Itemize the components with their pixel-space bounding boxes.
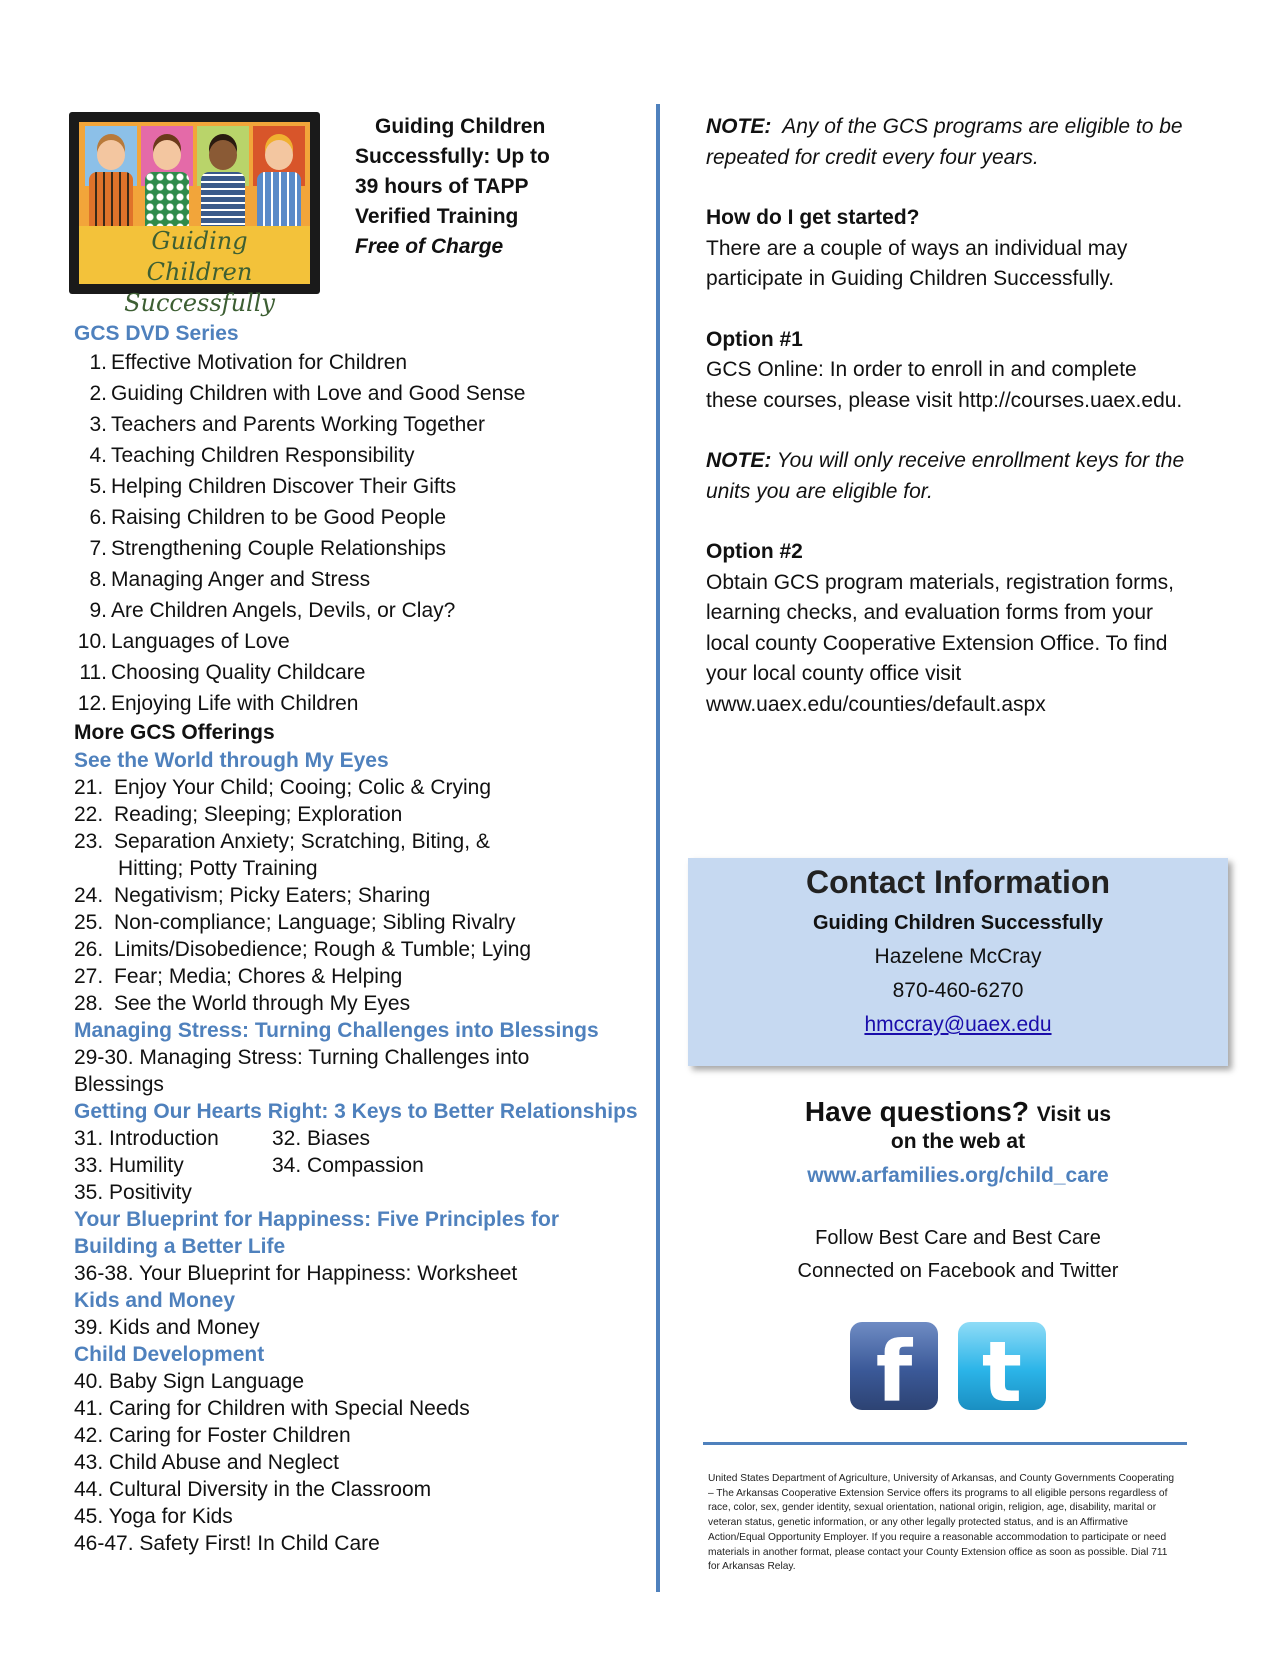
list-item: 27. Fear; Media; Chores & Helping	[74, 965, 403, 988]
dvd-item: 7. Strengthening Couple Relationships	[89, 537, 447, 560]
world-heading: See the World through My Eyes	[74, 749, 389, 772]
hearts-list	[74, 1125, 654, 1206]
dvd-item: 6. Raising Children to be Good People	[89, 506, 447, 529]
legal-disclaimer: United States Department of Agriculture, University of Arkansas, and County Governments Cooperating – The Arkansas Cooperative Extension Service offers its programs to all eligible persons regardless of race, color, sex, gender identity, sexual orientation, national origin, religion, age, disability, marital or veteran status, genetic information, or any other legally protected status, and is an Affirmative Action/Equal Opportunity Employer. If you require a reasonable accommodation to participate or need materials in another format, please contact your County Extension office as soon as possible. Dial 711 for Arkansas Relay.	[708, 1473, 1175, 1573]
contact-heading: Contact Information	[806, 864, 1110, 900]
list-item: 42. Caring for Foster Children	[74, 1424, 351, 1447]
dvd-series-list	[74, 347, 654, 719]
note-repeat: NOTE: Any of the GCS programs are eligible to be repeated for credit every four years.	[706, 115, 1183, 169]
list-item: 29-30. Managing Stress: Turning Challenges into	[74, 1046, 530, 1069]
child-development-list	[74, 1368, 654, 1557]
get-started-heading: How do I get started?	[706, 206, 920, 229]
left-column	[74, 320, 654, 1557]
list-item: Blessings	[74, 1073, 164, 1096]
child-development-heading: Child Development	[74, 1343, 265, 1366]
world-list	[74, 774, 654, 1017]
dvd-item: 8. Managing Anger and Stress	[89, 568, 371, 591]
list-item: 28. See the World through My Eyes	[74, 992, 411, 1015]
dvd-item: 1. Effective Motivation for Children	[89, 351, 408, 374]
child-figure-1	[85, 126, 137, 236]
list-item: 34. Compassion	[272, 1154, 424, 1177]
list-item: 44. Cultural Diversity in the Classroom	[74, 1478, 432, 1501]
contact-org: Guiding Children Successfully	[812, 912, 1104, 934]
get-started-section: How do I get started? There are a couple of ways an individual may participate in Guiding Children Successfully.	[706, 206, 1128, 290]
footer-rule	[703, 1442, 1187, 1445]
dvd-item: 9. Are Children Angels, Devils, or Clay?	[89, 599, 456, 622]
dvd-item: 2. Guiding Children with Love and Good Sense	[89, 382, 526, 405]
child-figure-3	[197, 126, 249, 236]
logo-text: Guiding Children Successfully	[124, 227, 275, 317]
list-item: 23. Separation Anxiety; Scratching, Biting, &	[74, 830, 490, 853]
list-item: 41. Caring for Children with Special Needs	[74, 1397, 470, 1420]
list-item: 22. Reading; Sleeping; Exploration	[74, 803, 403, 826]
follow-text: Follow Best Care and Best Care Connected on Facebook and Twitter	[797, 1227, 1119, 1282]
hearts-heading: Getting Our Hearts Right: 3 Keys to Better Relationships	[74, 1100, 638, 1123]
list-item: 33. Humility	[74, 1154, 184, 1177]
more-offerings-heading: More GCS Offerings	[74, 721, 275, 744]
stress-heading: Managing Stress: Turning Challenges into Blessings	[74, 1019, 599, 1042]
twitter-icon[interactable]: t	[958, 1322, 1046, 1410]
free-of-charge-label: Free of Charge	[355, 235, 504, 258]
facebook-icon[interactable]: f	[850, 1322, 938, 1410]
list-item: 24. Negativism; Picky Eaters; Sharing	[74, 884, 431, 907]
list-item: 45. Yoga for Kids	[74, 1505, 233, 1528]
contact-name: Hazelene McCray	[874, 945, 1042, 968]
child-figure-2	[141, 126, 193, 236]
dvd-item: 5. Helping Children Discover Their Gifts	[89, 475, 457, 498]
list-item: 40. Baby Sign Language	[74, 1370, 305, 1393]
gcs-logo	[69, 112, 320, 317]
dvd-item: 4. Teaching Children Responsibility	[89, 444, 415, 467]
contact-email-link[interactable]: hmccray@uaex.edu	[864, 1013, 1052, 1036]
option-1-section: Option #1 GCS Online: In order to enroll in and complete these courses, please visit http://courses.uaex.edu.	[706, 327, 1183, 412]
website-link[interactable]: www.arfamilies.org/child_care	[807, 1164, 1109, 1187]
list-item: 35. Positivity	[74, 1181, 192, 1204]
blueprint-heading: Your Blueprint for Happiness: Five Principles for Building a Better Life	[74, 1208, 560, 1258]
option-1-heading: Option #1	[706, 327, 803, 351]
option-2-heading: Option #2	[706, 540, 803, 563]
column-divider	[656, 104, 660, 1592]
page-title: Guiding Children Successfully: Up to 39 hours of TAPP Verified Training Free of Charge	[355, 112, 570, 262]
money-heading: Kids and Money	[74, 1289, 236, 1312]
questions-section: Have questions? Visit us on the web at www.arfamilies.org/child_care	[688, 1096, 1228, 1188]
list-item: 39. Kids and Money	[74, 1316, 260, 1339]
dvd-item: 11. Choosing Quality Childcare	[79, 661, 366, 684]
contact-phone: 870-460-6270	[892, 979, 1024, 1002]
note-enrollment-keys: NOTE: You will only receive enrollment keys for the units you are eligible for.	[706, 449, 1185, 503]
contact-box	[688, 858, 1228, 1066]
list-item: 32. Biases	[272, 1127, 371, 1150]
list-item: Hitting; Potty Training	[118, 857, 318, 880]
list-item: 31. Introduction	[74, 1127, 219, 1150]
list-item: 21. Enjoy Your Child; Cooing; Colic & Crying	[74, 776, 492, 799]
dvd-item: 3. Teachers and Parents Working Together	[89, 413, 485, 436]
right-column	[706, 112, 1186, 750]
list-item: 46-47. Safety First! In Child Care	[74, 1532, 380, 1555]
dvd-series-heading: GCS DVD Series	[74, 322, 239, 345]
list-item: 26. Limits/Disobedience; Rough & Tumble; Lying	[74, 938, 532, 961]
dvd-item: 12. Enjoying Life with Children	[77, 692, 359, 715]
list-item: 36-38. Your Blueprint for Happiness: Worksheet	[74, 1262, 518, 1285]
list-item: 25. Non-compliance; Language; Sibling Rivalry	[74, 911, 516, 934]
child-figure-4	[253, 126, 305, 236]
dvd-item: 10. Languages of Love	[77, 630, 290, 653]
list-item: 43. Child Abuse and Neglect	[74, 1451, 340, 1474]
option-2-section: Option #2 Obtain GCS program materials, registration forms, learning checks, and evaluation forms from your local county Cooperative Extension Office. To find your local county office visit www.uaex.edu/counties/default.aspx	[706, 540, 1174, 716]
